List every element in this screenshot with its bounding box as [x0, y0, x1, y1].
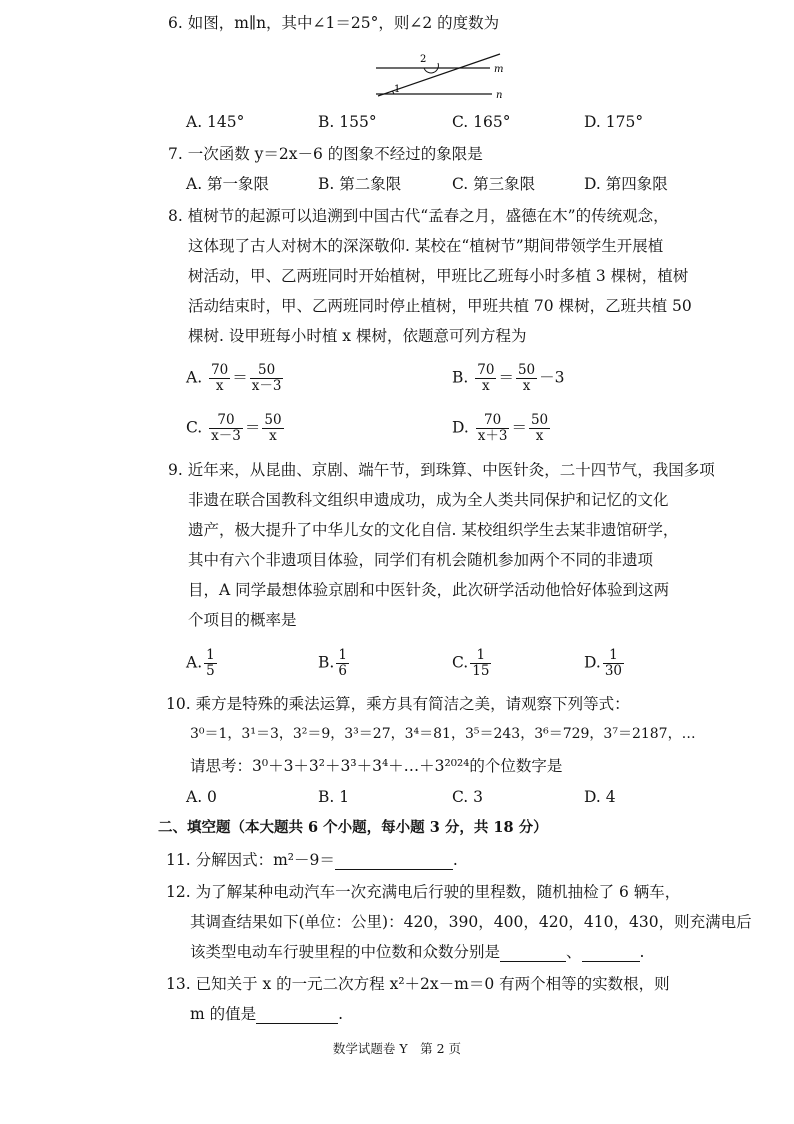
q10-option-b: B. 1 [318, 788, 350, 806]
numerator: 50 [264, 412, 282, 428]
fraction [204, 648, 217, 679]
numerator: 50 [250, 363, 284, 379]
q8-line-3: 树活动，甲、乙两班同时开始植树，甲班比乙班每小时多植 3 棵树，植树 [188, 267, 689, 285]
q8-option-a [186, 363, 285, 394]
numerator: 50 [530, 412, 549, 428]
q6-parallel-lines-figure [368, 50, 518, 100]
option-label: A. [186, 653, 203, 672]
denominator: 30 [604, 663, 622, 679]
denominator: x－3 [211, 428, 241, 444]
q11-stem: 11. 分解因式：m²－9＝ [166, 851, 335, 869]
q6-stem: 6. 如图，m∥n，其中∠1＝25°，则∠2 的度数为 [168, 14, 500, 32]
q10-line-1: 10. 乘方是特殊的乘法运算，乘方具有简洁之美，请观察下列等式： [166, 695, 630, 713]
option-label: A. [186, 368, 203, 387]
q12-mode-blank[interactable] [582, 945, 640, 962]
q6-option-a: A. 145° [186, 113, 245, 131]
fraction [603, 648, 624, 679]
q13-line-2 [190, 1004, 343, 1024]
q10-option-d: D. 4 [584, 788, 616, 806]
denominator: x [482, 378, 490, 394]
fraction [336, 648, 349, 679]
equals-sign: ＝ [244, 418, 261, 437]
equals-sign: ＝ [232, 368, 248, 387]
numerator: 1 [338, 647, 347, 663]
q8-option-c [186, 413, 286, 444]
numerator: 1 [206, 647, 215, 663]
q7-stem: 7. 一次函数 y＝2x－6 的图象不经过的象限是 [168, 145, 483, 163]
numerator: 70 [209, 413, 243, 429]
option-label: C. [452, 653, 469, 672]
q11-answer-blank[interactable] [335, 853, 453, 870]
q9-option-d [584, 648, 626, 679]
page-footer: 数学试题卷 Y 第 2 页 [332, 1041, 462, 1056]
q9-line-2: 非遗在联合国教科文组织申遗成功，成为全人类共同保护和记忆的文化 [188, 491, 669, 509]
q9-line-3: 遗产，极大提升了中华儿女的文化自信. 某校组织学生去某非遗馆研学， [188, 521, 679, 539]
numerator: 50 [517, 362, 536, 378]
option-label: B. [452, 368, 469, 387]
q8-option-b [452, 363, 565, 394]
q13-line-1: 13. 已知关于 x 的一元二次方程 x²＋2x－m＝0 有两个相等的实数根，则 [166, 975, 670, 993]
q6-option-c: C. 165° [452, 113, 511, 131]
q8-line-5: 棵树. 设甲班每小时植 x 棵树，依题意可列方程为 [188, 327, 527, 345]
fraction [475, 363, 496, 394]
q12-separator: 、 [566, 943, 582, 961]
option-label: C. [186, 418, 203, 437]
denominator: x＋3 [477, 428, 508, 444]
q9-line-1: 9. 近年来，从昆曲、京剧、端午节，到珠算、中医针灸，二十四节气，我国多项 [168, 461, 715, 479]
q9-option-a [186, 648, 219, 679]
q6-option-d: D. 175° [584, 113, 644, 131]
q7-option-a: A. 第一象限 [186, 175, 270, 193]
numerator: 1 [603, 648, 624, 664]
q13-answer-blank[interactable] [256, 1007, 338, 1024]
label-n: n [496, 90, 503, 100]
numerator: 70 [477, 362, 495, 378]
q7-option-b: B. 第二象限 [318, 175, 402, 193]
q9-option-c [452, 648, 493, 679]
q10-option-a: A. 0 [186, 788, 217, 806]
q9-line-5: 目，A 同学最想体验京剧和中医针灸，此次研学活动他恰好体验到这两 [188, 581, 670, 599]
q8-line-4: 活动结束时，甲、乙两班同时停止植树，甲班共植 70 棵树，乙班共植 50 [188, 297, 692, 315]
q10-line-2: 3⁰＝1，3¹＝3，3²＝9，3³＝27，3⁴＝81，3⁵＝243，3⁶＝729，3⁷＝2187，… [190, 726, 696, 742]
numerator: 70 [211, 362, 229, 378]
q8-line-2: 这体现了古人对树木的深深敬仰. 某校在“植树节”期间带领学生开展植 [188, 237, 664, 255]
option-tail: －3 [539, 368, 565, 387]
numerator: 1 [470, 648, 491, 664]
angle1-label: 1 [394, 84, 401, 95]
option-label: B. [318, 653, 335, 672]
option-label: D. [584, 653, 601, 672]
fraction [470, 648, 491, 679]
q12-end: . [639, 943, 645, 961]
denominator: 15 [472, 663, 490, 679]
q12-line-2: 其调查结果如下(单位：公里)：420，390，400，420，410，430，则充满电后 [190, 913, 752, 931]
q12-stem: 该类型电动车行驶里程的中位数和众数分别是 [190, 943, 501, 961]
section-title-fill-in: 二、填空题（本大题共 6 个小题，每小题 3 分，共 18 分） [158, 819, 548, 836]
angle2-label: 2 [420, 54, 427, 65]
fraction [516, 363, 537, 394]
q10-line-3: 请思考：3⁰＋3＋3²＋3³＋3⁴＋…＋3²⁰²⁴的个位数字是 [190, 757, 563, 775]
q12-line-3 [190, 942, 644, 962]
q11-end: . [452, 851, 458, 869]
denominator: x [535, 428, 544, 444]
q12-line-1: 12. 为了解某种电动汽车一次充满电后行驶的里程数，随机抽检了 6 辆车， [166, 883, 681, 901]
q7-option-c: C. 第三象限 [452, 175, 536, 193]
fraction [209, 413, 243, 444]
q7-option-d: D. 第四象限 [584, 175, 668, 193]
fraction [209, 363, 230, 394]
equals-sign: ＝ [511, 418, 527, 437]
q9-line-6: 个项目的概率是 [188, 611, 297, 629]
equals-sign: ＝ [498, 368, 514, 387]
denominator: x [215, 378, 224, 394]
numerator: 70 [476, 413, 510, 429]
q12-median-blank[interactable] [500, 945, 566, 962]
fraction [529, 413, 550, 444]
q13-stem: m 的值是 [190, 1005, 257, 1023]
denominator: 6 [338, 663, 347, 679]
q9-line-4: 其中有六个非遗项目体验，同学们有机会随机参加两个不同的非遗项 [188, 551, 654, 569]
q8-line-1: 8. 植树节的起源可以追溯到中国古代“孟春之月，盛德在木”的传统观念， [168, 207, 669, 225]
q11-line [166, 850, 458, 870]
q8-option-d [452, 413, 552, 444]
denominator: 5 [206, 663, 215, 679]
fraction [262, 413, 283, 444]
option-label: D. [452, 418, 469, 437]
q9-option-b [318, 648, 351, 679]
q10-option-c: C. 3 [452, 788, 484, 806]
denominator: x [522, 378, 531, 394]
q13-end: . [338, 1005, 344, 1023]
denominator: x [269, 428, 277, 444]
fraction [250, 363, 284, 394]
denominator: x－3 [251, 378, 282, 394]
label-m: m [494, 64, 504, 75]
fraction [476, 413, 510, 444]
q6-option-b: B. 155° [318, 113, 377, 131]
